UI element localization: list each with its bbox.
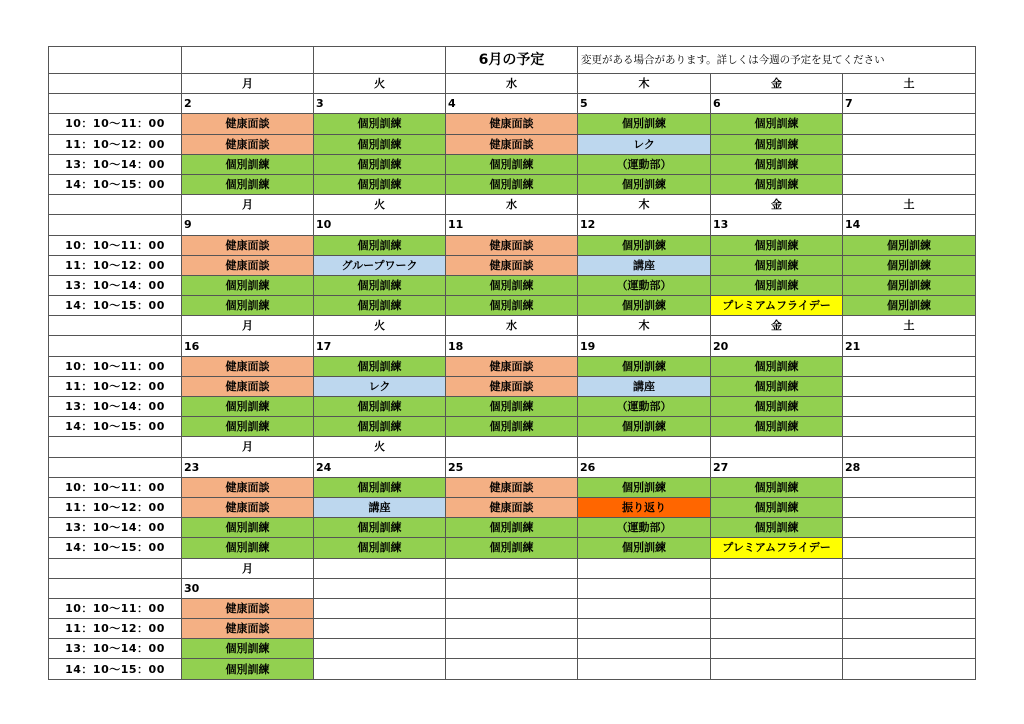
blank-cell bbox=[49, 558, 182, 578]
empty-cell bbox=[314, 659, 446, 679]
activity-cell: 健康面談 bbox=[182, 619, 314, 639]
weekday-label: 火 bbox=[314, 74, 446, 94]
activity-cell: 個別訓練 bbox=[314, 275, 446, 295]
activity-cell: 個別訓練 bbox=[711, 397, 843, 417]
weekday-label: 金 bbox=[711, 316, 843, 336]
time-slot-row bbox=[49, 477, 976, 497]
weekday-label: 火 bbox=[314, 437, 446, 457]
empty-cell bbox=[843, 659, 976, 679]
activity-cell: 個別訓練 bbox=[446, 397, 578, 417]
empty-cell bbox=[843, 518, 976, 538]
activity-cell: 個別訓練 bbox=[578, 538, 711, 558]
weekday-label bbox=[578, 558, 711, 578]
date-cell: 16 bbox=[182, 336, 314, 356]
weekday-header-row bbox=[49, 195, 976, 215]
activity-cell: 個別訓練 bbox=[711, 518, 843, 538]
activity-cell: 個別訓練 bbox=[314, 397, 446, 417]
activity-cell: 個別訓練 bbox=[578, 356, 711, 376]
schedule-table bbox=[48, 46, 976, 680]
activity-cell: 健康面談 bbox=[182, 477, 314, 497]
activity-cell: 個別訓練 bbox=[711, 497, 843, 517]
date-cell: 5 bbox=[578, 94, 711, 114]
activity-cell: 健康面談 bbox=[446, 235, 578, 255]
date-cell: 13 bbox=[711, 215, 843, 235]
empty-cell bbox=[711, 619, 843, 639]
time-slot-label: 10：10～11：00 bbox=[49, 598, 182, 618]
activity-cell: 個別訓練 bbox=[843, 275, 976, 295]
date-cell bbox=[843, 578, 976, 598]
time-slot-row bbox=[49, 296, 976, 316]
date-cell: 24 bbox=[314, 457, 446, 477]
activity-cell: 個別訓練 bbox=[711, 255, 843, 275]
activity-cell: 個別訓練 bbox=[711, 417, 843, 437]
activity-cell: 健康面談 bbox=[446, 134, 578, 154]
time-slot-row bbox=[49, 639, 976, 659]
activity-cell: 健康面談 bbox=[182, 598, 314, 618]
time-slot-row bbox=[49, 397, 976, 417]
weekday-label bbox=[843, 437, 976, 457]
date-cell bbox=[578, 578, 711, 598]
weekday-header-row bbox=[49, 74, 976, 94]
empty-cell bbox=[843, 397, 976, 417]
date-row bbox=[49, 94, 976, 114]
weekday-label bbox=[578, 437, 711, 457]
activity-cell: 健康面談 bbox=[182, 114, 314, 134]
date-cell: 9 bbox=[182, 215, 314, 235]
empty-cell bbox=[843, 619, 976, 639]
activity-cell: 個別訓練 bbox=[182, 538, 314, 558]
date-cell: 21 bbox=[843, 336, 976, 356]
date-cell: 2 bbox=[182, 94, 314, 114]
activity-cell: 個別訓練 bbox=[182, 518, 314, 538]
activity-cell: 講座 bbox=[314, 497, 446, 517]
time-slot-row bbox=[49, 538, 976, 558]
blank-cell bbox=[49, 215, 182, 235]
weekday-label: 水 bbox=[446, 74, 578, 94]
time-slot-label: 10：10～11：00 bbox=[49, 477, 182, 497]
empty-cell bbox=[578, 639, 711, 659]
empty-cell bbox=[843, 174, 976, 194]
activity-cell: プレミアムフライデー bbox=[711, 538, 843, 558]
activity-cell: 個別訓練 bbox=[578, 296, 711, 316]
blank-cell bbox=[49, 578, 182, 598]
weekday-label: 火 bbox=[314, 195, 446, 215]
activity-cell: 個別訓練 bbox=[314, 417, 446, 437]
activity-cell: 個別訓練 bbox=[446, 154, 578, 174]
date-cell: 18 bbox=[446, 336, 578, 356]
time-slot-label: 10：10～11：00 bbox=[49, 114, 182, 134]
time-slot-row bbox=[49, 497, 976, 517]
weekday-header-row bbox=[49, 316, 976, 336]
empty-cell bbox=[314, 598, 446, 618]
empty-cell bbox=[843, 417, 976, 437]
activity-cell: レク bbox=[314, 376, 446, 396]
empty-cell bbox=[446, 639, 578, 659]
empty-cell bbox=[711, 659, 843, 679]
activity-cell: 個別訓練 bbox=[182, 639, 314, 659]
empty-cell bbox=[843, 114, 976, 134]
blank-cell bbox=[49, 457, 182, 477]
weekday-label bbox=[711, 558, 843, 578]
activity-cell: 講座 bbox=[578, 255, 711, 275]
date-row bbox=[49, 457, 976, 477]
activity-cell: 個別訓練 bbox=[314, 154, 446, 174]
activity-cell: 個別訓練 bbox=[314, 518, 446, 538]
activity-cell: 個別訓練 bbox=[446, 417, 578, 437]
activity-cell: 個別訓練 bbox=[182, 296, 314, 316]
time-slot-label: 13：10～14：00 bbox=[49, 154, 182, 174]
activity-cell: 個別訓練 bbox=[446, 538, 578, 558]
date-cell bbox=[711, 578, 843, 598]
weekday-label: 月 bbox=[182, 195, 314, 215]
time-slot-label: 11：10～12：00 bbox=[49, 619, 182, 639]
date-cell bbox=[314, 578, 446, 598]
empty-cell bbox=[578, 598, 711, 618]
activity-cell: 健康面談 bbox=[446, 356, 578, 376]
date-cell: 14 bbox=[843, 215, 976, 235]
empty-cell bbox=[843, 376, 976, 396]
weekday-label: 土 bbox=[843, 74, 976, 94]
empty-cell bbox=[843, 497, 976, 517]
empty-cell bbox=[446, 659, 578, 679]
activity-cell: 個別訓練 bbox=[446, 296, 578, 316]
time-slot-row bbox=[49, 356, 976, 376]
activity-cell: （運動部） bbox=[578, 275, 711, 295]
activity-cell: グループワーク bbox=[314, 255, 446, 275]
date-cell: 26 bbox=[578, 457, 711, 477]
time-slot-row bbox=[49, 255, 976, 275]
time-slot-label: 14：10～15：00 bbox=[49, 296, 182, 316]
blank-cell bbox=[49, 336, 182, 356]
date-cell: 19 bbox=[578, 336, 711, 356]
blank-cell bbox=[49, 316, 182, 336]
activity-cell: 個別訓練 bbox=[711, 477, 843, 497]
time-slot-row bbox=[49, 235, 976, 255]
time-slot-label: 13：10～14：00 bbox=[49, 518, 182, 538]
activity-cell: 個別訓練 bbox=[711, 174, 843, 194]
time-slot-label: 14：10～15：00 bbox=[49, 417, 182, 437]
activity-cell: 個別訓練 bbox=[314, 134, 446, 154]
activity-cell: 健康面談 bbox=[446, 255, 578, 275]
weekday-label bbox=[314, 558, 446, 578]
time-slot-row bbox=[49, 275, 976, 295]
blank-cell bbox=[49, 195, 182, 215]
time-slot-label: 10：10～11：00 bbox=[49, 356, 182, 376]
weekday-label bbox=[711, 437, 843, 457]
activity-cell: 振り返り bbox=[578, 497, 711, 517]
activity-cell: 講座 bbox=[578, 376, 711, 396]
activity-cell: 個別訓練 bbox=[843, 235, 976, 255]
activity-cell: 個別訓練 bbox=[314, 235, 446, 255]
activity-cell: 個別訓練 bbox=[711, 275, 843, 295]
activity-cell: 個別訓練 bbox=[711, 356, 843, 376]
empty-cell bbox=[446, 619, 578, 639]
empty-cell bbox=[843, 538, 976, 558]
time-slot-label: 11：10～12：00 bbox=[49, 376, 182, 396]
weekday-label: 水 bbox=[446, 195, 578, 215]
empty-cell bbox=[843, 356, 976, 376]
schedule-note: 変更がある場合があります。詳しくは今週の予定を見てください bbox=[578, 47, 976, 74]
activity-cell: 個別訓練 bbox=[182, 417, 314, 437]
date-cell: 7 bbox=[843, 94, 976, 114]
time-slot-row bbox=[49, 619, 976, 639]
time-slot-row bbox=[49, 376, 976, 396]
blank-cell bbox=[182, 47, 314, 74]
time-slot-label: 14：10～15：00 bbox=[49, 538, 182, 558]
activity-cell: 個別訓練 bbox=[182, 659, 314, 679]
activity-cell: 個別訓練 bbox=[182, 154, 314, 174]
activity-cell: 健康面談 bbox=[182, 356, 314, 376]
activity-cell: 健康面談 bbox=[182, 376, 314, 396]
activity-cell: 個別訓練 bbox=[711, 376, 843, 396]
activity-cell: 個別訓練 bbox=[578, 417, 711, 437]
weekday-label: 木 bbox=[578, 316, 711, 336]
activity-cell: 健康面談 bbox=[182, 235, 314, 255]
date-cell: 20 bbox=[711, 336, 843, 356]
weekday-label bbox=[446, 437, 578, 457]
time-slot-row bbox=[49, 174, 976, 194]
time-slot-row bbox=[49, 659, 976, 679]
time-slot-label: 13：10～14：00 bbox=[49, 639, 182, 659]
date-cell: 17 bbox=[314, 336, 446, 356]
blank-cell bbox=[49, 74, 182, 94]
empty-cell bbox=[843, 639, 976, 659]
activity-cell: 個別訓練 bbox=[446, 174, 578, 194]
date-cell: 23 bbox=[182, 457, 314, 477]
activity-cell: （運動部） bbox=[578, 397, 711, 417]
activity-cell: 個別訓練 bbox=[446, 518, 578, 538]
activity-cell: （運動部） bbox=[578, 518, 711, 538]
title-row bbox=[49, 47, 976, 74]
activity-cell: 個別訓練 bbox=[182, 174, 314, 194]
activity-cell: 個別訓練 bbox=[578, 114, 711, 134]
weekday-label: 月 bbox=[182, 558, 314, 578]
activity-cell: 健康面談 bbox=[446, 497, 578, 517]
weekday-label: 金 bbox=[711, 195, 843, 215]
date-cell: 28 bbox=[843, 457, 976, 477]
empty-cell bbox=[843, 154, 976, 174]
activity-cell: 健康面談 bbox=[182, 255, 314, 275]
weekday-label: 土 bbox=[843, 316, 976, 336]
time-slot-label: 13：10～14：00 bbox=[49, 275, 182, 295]
empty-cell bbox=[843, 598, 976, 618]
date-row bbox=[49, 215, 976, 235]
activity-cell: 個別訓練 bbox=[711, 134, 843, 154]
date-cell: 25 bbox=[446, 457, 578, 477]
time-slot-label: 11：10～12：00 bbox=[49, 497, 182, 517]
blank-cell bbox=[49, 47, 182, 74]
activity-cell: 個別訓練 bbox=[314, 296, 446, 316]
activity-cell: 個別訓練 bbox=[578, 235, 711, 255]
weekday-label: 月 bbox=[182, 437, 314, 457]
activity-cell: 健康面談 bbox=[446, 114, 578, 134]
date-cell: 12 bbox=[578, 215, 711, 235]
empty-cell bbox=[843, 134, 976, 154]
time-slot-label: 14：10～15：00 bbox=[49, 174, 182, 194]
activity-cell: 個別訓練 bbox=[578, 174, 711, 194]
time-slot-row bbox=[49, 114, 976, 134]
activity-cell: 個別訓練 bbox=[843, 255, 976, 275]
date-cell bbox=[446, 578, 578, 598]
weekday-label: 月 bbox=[182, 316, 314, 336]
time-slot-row bbox=[49, 598, 976, 618]
date-cell: 10 bbox=[314, 215, 446, 235]
activity-cell: 個別訓練 bbox=[711, 235, 843, 255]
activity-cell: 健康面談 bbox=[182, 497, 314, 517]
activity-cell: 個別訓練 bbox=[843, 296, 976, 316]
empty-cell bbox=[711, 598, 843, 618]
weekday-header-row bbox=[49, 437, 976, 457]
blank-cell bbox=[49, 437, 182, 457]
weekday-label: 木 bbox=[578, 74, 711, 94]
weekday-label: 水 bbox=[446, 316, 578, 336]
time-slot-row bbox=[49, 134, 976, 154]
weekday-label: 金 bbox=[711, 74, 843, 94]
page-title: 6月の予定 bbox=[446, 47, 578, 74]
time-slot-label: 11：10～12：00 bbox=[49, 255, 182, 275]
time-slot-label: 11：10～12：00 bbox=[49, 134, 182, 154]
date-row bbox=[49, 578, 976, 598]
activity-cell: 個別訓練 bbox=[314, 538, 446, 558]
time-slot-row bbox=[49, 417, 976, 437]
empty-cell bbox=[314, 639, 446, 659]
date-cell: 30 bbox=[182, 578, 314, 598]
weekday-label bbox=[843, 558, 976, 578]
date-cell: 3 bbox=[314, 94, 446, 114]
empty-cell bbox=[446, 598, 578, 618]
time-slot-label: 10：10～11：00 bbox=[49, 235, 182, 255]
weekday-label: 火 bbox=[314, 316, 446, 336]
activity-cell: 健康面談 bbox=[446, 376, 578, 396]
blank-cell bbox=[314, 47, 446, 74]
activity-cell: （運動部） bbox=[578, 154, 711, 174]
empty-cell bbox=[578, 619, 711, 639]
empty-cell bbox=[578, 659, 711, 679]
weekday-label: 木 bbox=[578, 195, 711, 215]
date-cell: 27 bbox=[711, 457, 843, 477]
empty-cell bbox=[711, 639, 843, 659]
activity-cell: 健康面談 bbox=[446, 477, 578, 497]
activity-cell: 個別訓練 bbox=[182, 275, 314, 295]
date-cell: 11 bbox=[446, 215, 578, 235]
activity-cell: 個別訓練 bbox=[446, 275, 578, 295]
weekday-label: 月 bbox=[182, 74, 314, 94]
date-cell: 4 bbox=[446, 94, 578, 114]
time-slot-label: 13：10～14：00 bbox=[49, 397, 182, 417]
activity-cell: 個別訓練 bbox=[711, 154, 843, 174]
activity-cell: レク bbox=[578, 134, 711, 154]
activity-cell: 個別訓練 bbox=[314, 174, 446, 194]
activity-cell: 個別訓練 bbox=[578, 477, 711, 497]
blank-cell bbox=[49, 94, 182, 114]
weekday-label: 土 bbox=[843, 195, 976, 215]
activity-cell: 個別訓練 bbox=[314, 114, 446, 134]
empty-cell bbox=[843, 477, 976, 497]
time-slot-row bbox=[49, 154, 976, 174]
activity-cell: 個別訓練 bbox=[314, 356, 446, 376]
activity-cell: 個別訓練 bbox=[182, 397, 314, 417]
time-slot-row bbox=[49, 518, 976, 538]
weekday-header-row bbox=[49, 558, 976, 578]
activity-cell: プレミアムフライデー bbox=[711, 296, 843, 316]
date-cell: 6 bbox=[711, 94, 843, 114]
activity-cell: 個別訓練 bbox=[711, 114, 843, 134]
empty-cell bbox=[314, 619, 446, 639]
date-row bbox=[49, 336, 976, 356]
weekday-label bbox=[446, 558, 578, 578]
activity-cell: 健康面談 bbox=[182, 134, 314, 154]
time-slot-label: 14：10～15：00 bbox=[49, 659, 182, 679]
activity-cell: 個別訓練 bbox=[314, 477, 446, 497]
